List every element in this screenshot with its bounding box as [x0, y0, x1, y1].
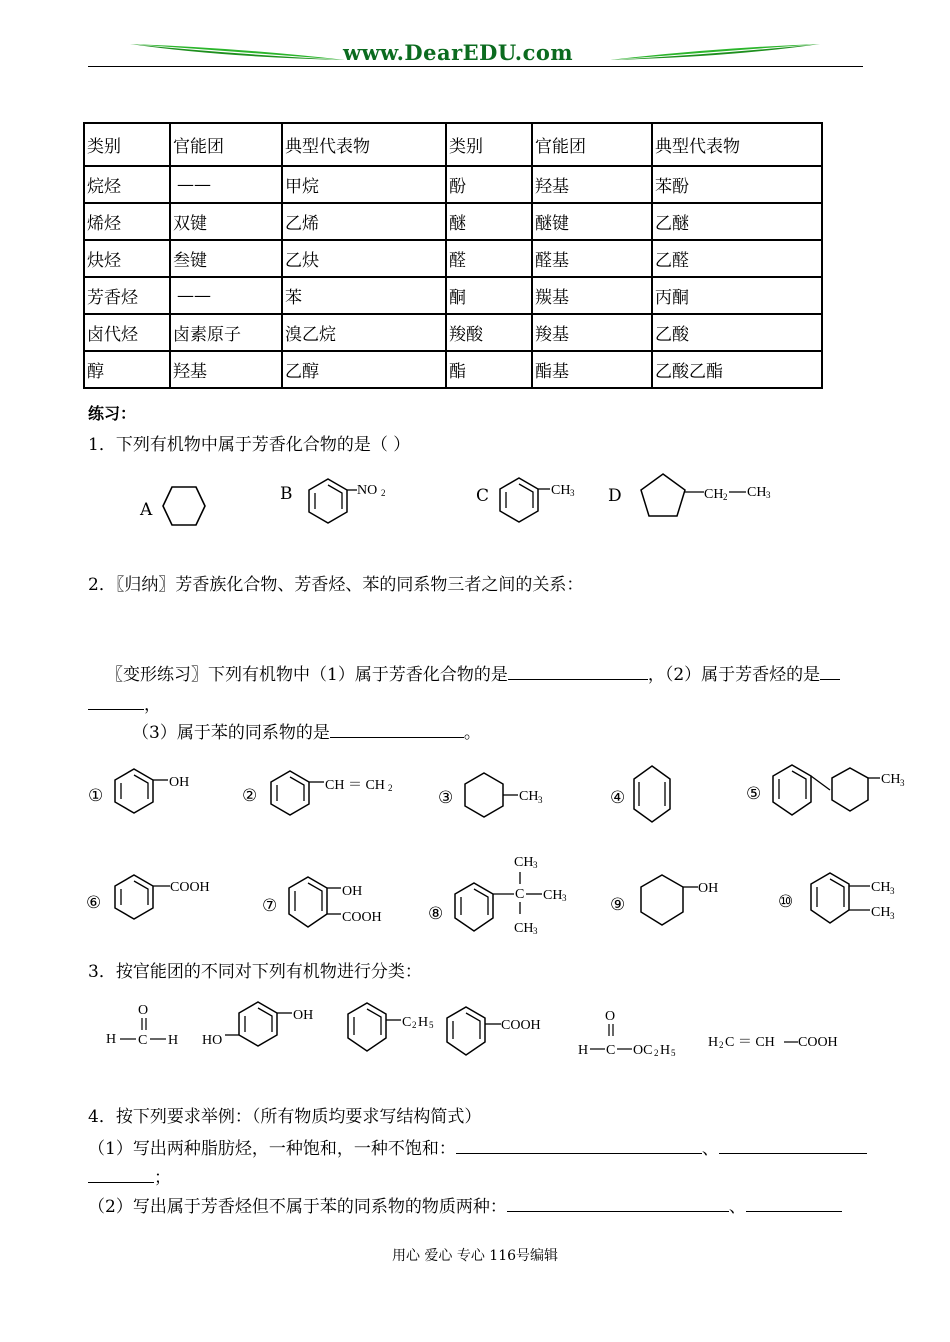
svg-text:3: 3 — [890, 911, 895, 921]
benzoic-acid-2-structure-icon — [444, 1002, 564, 1062]
question-4-item-2-prompt: （2）写出属于芳香烃但不属于苯的同系物的物质两种： — [88, 1197, 507, 1217]
table-header-cell: 类别 — [446, 123, 532, 166]
svg-text:2: 2 — [654, 1048, 659, 1058]
cyclohexane-structure-icon — [160, 484, 208, 528]
svg-text:C: C — [606, 1043, 616, 1058]
table-cell: 乙醚 — [652, 203, 822, 240]
table-cell: 羧酸 — [446, 314, 532, 351]
table-cell: 乙烯 — [282, 203, 446, 240]
variant-exercise-comma: ， — [144, 695, 161, 715]
table-cell: 羟基 — [532, 166, 652, 203]
classification-table — [83, 122, 823, 389]
svg-text:CH: CH — [514, 921, 534, 936]
question-4-item-1 — [88, 1134, 867, 1159]
table-cell: 甲烷 — [282, 166, 446, 203]
svg-text:C ＝ CH: C ＝ CH — [725, 1035, 775, 1050]
table-header-row — [84, 123, 822, 166]
svg-text:3: 3 — [533, 860, 538, 870]
table-cell: 苯 — [282, 277, 446, 314]
question-4-item-1-prompt: （1）写出两种脂肪烃，一种饱和，一种不饱和： — [88, 1139, 456, 1159]
svg-text:C: C — [138, 1033, 148, 1048]
hydroquinone-structure-icon — [200, 998, 325, 1058]
methyl-group-label: CH — [551, 483, 571, 498]
question-2-text: 2．〖归纳〗芳香族化合物、芳香烃、苯的同系物三者之间的关系： — [88, 575, 584, 595]
svg-text:OH: OH — [293, 1008, 314, 1023]
table-cell: 烷烃 — [84, 166, 170, 203]
compound-6-label: ⑥ — [86, 893, 102, 913]
svg-text:H: H — [708, 1035, 719, 1050]
table-cell: 酚 — [446, 166, 532, 203]
table-cell: 烯烃 — [84, 203, 170, 240]
table-cell: 酯基 — [532, 351, 652, 388]
ethylbenzene-structure-icon — [345, 998, 445, 1058]
table-cell: 醛基 — [532, 240, 652, 277]
svg-text:3: 3 — [890, 886, 895, 896]
table-row — [84, 203, 822, 240]
compound-1-label: ① — [88, 786, 104, 806]
table-cell: 醚 — [446, 203, 532, 240]
svg-text:COOH: COOH — [501, 1018, 541, 1033]
toluene-structure-icon — [496, 475, 586, 527]
table-cell: 乙醇 — [282, 351, 446, 388]
option-d-label: D — [608, 486, 622, 506]
svg-text:C: C — [515, 887, 525, 902]
svg-text:OH: OH — [342, 884, 363, 899]
table-cell: 芳香烃 — [84, 277, 170, 314]
table-row — [84, 277, 822, 314]
answer-blank-aromatic-example-1[interactable] — [507, 1197, 729, 1212]
svg-text:3: 3 — [538, 795, 543, 805]
svg-text:COOH: COOH — [342, 910, 382, 925]
question-1-text: 1．下列有机物中属于芳香化合物的是（ ） — [88, 435, 411, 455]
styrene-structure-icon — [268, 766, 408, 824]
formaldehyde-structure-icon — [104, 998, 194, 1054]
compound-10-label: ⑩ — [778, 892, 794, 912]
table-cell: 醇 — [84, 351, 170, 388]
page-footer: 用心 爱心 专心 116号编辑 — [391, 1248, 559, 1264]
table-cell: —— — [170, 166, 282, 203]
question-3-text: 3．按官能团的不同对下列有机物进行分类： — [88, 962, 422, 982]
table-cell: 羧基 — [532, 314, 652, 351]
answer-blank-aromatic-hydrocarbons-cont[interactable] — [88, 695, 144, 710]
acrylic-acid-structure-icon — [706, 1026, 856, 1056]
phenol-structure-icon — [112, 764, 202, 822]
question-4-item-2 — [88, 1192, 842, 1217]
table-cell: 丙酮 — [652, 277, 822, 314]
question-4-item-1-cont — [88, 1163, 171, 1188]
option-c-label: C — [476, 486, 490, 506]
terminal-methyl-label: CH — [747, 485, 767, 500]
variant-exercise-line-2 — [88, 690, 161, 715]
table-cell: 苯酚 — [652, 166, 822, 203]
table-header-cell: 官能团 — [532, 123, 652, 166]
table-row — [84, 166, 822, 203]
svg-text:OH: OH — [169, 775, 190, 790]
table-cell: 醛 — [446, 240, 532, 277]
methylene-group-label: CH — [704, 487, 724, 502]
svg-text:O: O — [605, 1009, 616, 1024]
answer-blank-unsaturated-hydrocarbon[interactable] — [719, 1139, 867, 1154]
compound-9-label: ⑨ — [610, 895, 626, 915]
svg-text:CH: CH — [881, 772, 901, 787]
svg-text:CH: CH — [514, 855, 534, 870]
nitro-group-label: NO — [357, 483, 378, 498]
variant-exercise-prompt-3: （3）属于苯的同系物的是 — [132, 723, 330, 743]
methylcyclohexane-structure-icon — [462, 768, 557, 826]
svg-text:H: H — [418, 1015, 429, 1030]
table-row — [84, 314, 822, 351]
svg-text:3: 3 — [562, 893, 567, 903]
svg-text:OC: OC — [633, 1043, 653, 1058]
methylene-group-subscript: 2 — [723, 492, 728, 502]
svg-text:3: 3 — [900, 778, 905, 788]
table-header-cell: 典型代表物 — [282, 123, 446, 166]
svg-text:COOH: COOH — [170, 880, 210, 895]
table-cell: 卤代烃 — [84, 314, 170, 351]
svg-text:5: 5 — [429, 1020, 434, 1030]
table-cell: 羰基 — [532, 277, 652, 314]
ethyl-formate-structure-icon — [576, 1004, 696, 1060]
svg-text:2: 2 — [719, 1040, 724, 1050]
question-4-item-1-end: ； — [154, 1168, 171, 1188]
compound-4-label: ④ — [610, 788, 626, 808]
svg-text:5: 5 — [671, 1048, 676, 1058]
methylcyclohexylbenzene-structure-icon — [770, 760, 920, 830]
compound-7-label: ⑦ — [262, 896, 278, 916]
compound-2-label: ② — [242, 786, 258, 806]
table-cell: 酯 — [446, 351, 532, 388]
svg-text:CH: CH — [543, 888, 563, 903]
table-cell: 乙炔 — [282, 240, 446, 277]
table-cell: 卤素原子 — [170, 314, 282, 351]
table-cell: 醚键 — [532, 203, 652, 240]
answer-blank-aromatic-hydrocarbons[interactable] — [820, 665, 840, 680]
svg-text:3: 3 — [533, 926, 538, 936]
exercise-heading: 练习： — [88, 404, 137, 423]
answer-blank-saturated-hydrocarbon[interactable] — [456, 1139, 702, 1154]
svg-text:CH: CH — [871, 905, 891, 920]
answer-blank-aromatic-compounds[interactable] — [508, 665, 648, 680]
variant-exercise-line-1 — [106, 660, 840, 685]
table-cell: 乙酸乙酯 — [652, 351, 822, 388]
svg-text:H: H — [168, 1033, 179, 1048]
compound-8-label: ⑧ — [428, 904, 444, 924]
question-4-item-2-separator: 、 — [728, 1197, 746, 1217]
svg-text:CH ＝ CH: CH ＝ CH — [325, 778, 385, 793]
tert-butylbenzene-structure-icon — [452, 848, 582, 938]
o-xylene-structure-icon — [808, 868, 918, 930]
cyclohexadiene-structure-icon — [630, 762, 676, 828]
compound-5-label: ⑤ — [746, 784, 762, 804]
compound-3-label: ③ — [438, 788, 454, 808]
table-cell: 双键 — [170, 203, 282, 240]
svg-text:HO: HO — [202, 1033, 223, 1048]
svg-text:O: O — [138, 1003, 149, 1018]
svg-text:2: 2 — [388, 783, 393, 793]
svg-text:CH: CH — [519, 789, 539, 804]
methyl-group-subscript: 3 — [570, 488, 575, 498]
table-cell: 溴乙烷 — [282, 314, 446, 351]
table-header-cell: 类别 — [84, 123, 170, 166]
variant-exercise-prompt-1: 〖变形练习〗下列有机物中（1）属于芳香化合物的是 — [106, 665, 508, 685]
option-a-label: A — [140, 500, 153, 520]
svg-text:H: H — [660, 1043, 671, 1058]
table-header-cell: 官能团 — [170, 123, 282, 166]
nitrobenzene-structure-icon — [305, 476, 395, 528]
svg-text:H: H — [106, 1032, 117, 1047]
table-cell: 乙酸 — [652, 314, 822, 351]
table-cell: 叁键 — [170, 240, 282, 277]
terminal-methyl-subscript: 3 — [766, 490, 771, 500]
answer-blank-benzene-homologues[interactable] — [330, 723, 464, 738]
table-row — [84, 240, 822, 277]
table-row — [84, 351, 822, 388]
answer-blank-aromatic-example-2[interactable] — [746, 1197, 842, 1212]
svg-text:H: H — [578, 1043, 589, 1058]
nitro-group-subscript: 2 — [381, 488, 386, 498]
table-cell: 乙醛 — [652, 240, 822, 277]
variant-exercise-period: 。 — [463, 723, 481, 743]
table-header-cell: 典型代表物 — [652, 123, 822, 166]
site-logo-text[interactable]: www.DearEDU.com — [343, 40, 574, 65]
answer-blank-unsaturated-hydrocarbon-cont[interactable] — [88, 1168, 154, 1183]
table-cell: 炔烃 — [84, 240, 170, 277]
svg-text:OH: OH — [698, 881, 719, 896]
svg-text:2: 2 — [412, 1020, 417, 1030]
svg-text:CH: CH — [871, 880, 891, 895]
table-cell: —— — [170, 277, 282, 314]
variant-exercise-prompt-2: ，（2）属于芳香烃的是 — [647, 665, 821, 685]
header-divider — [88, 66, 863, 67]
ethylcyclopentane-structure-icon — [636, 470, 786, 522]
question-4-text: 4．按下列要求举例：（所有物质均要求写结构简式） — [88, 1107, 482, 1127]
question-4-item-1-separator: 、 — [701, 1139, 719, 1159]
svg-text:COOH: COOH — [798, 1035, 838, 1050]
variant-exercise-line-3 — [132, 718, 481, 743]
cyclohexanol-structure-icon — [638, 870, 728, 932]
table-cell: 羟基 — [170, 351, 282, 388]
svg-text:C: C — [402, 1015, 412, 1030]
salicylic-acid-structure-icon — [286, 872, 396, 934]
table-cell: 酮 — [446, 277, 532, 314]
option-b-label: B — [280, 484, 293, 504]
benzoic-acid-structure-icon — [112, 870, 222, 928]
